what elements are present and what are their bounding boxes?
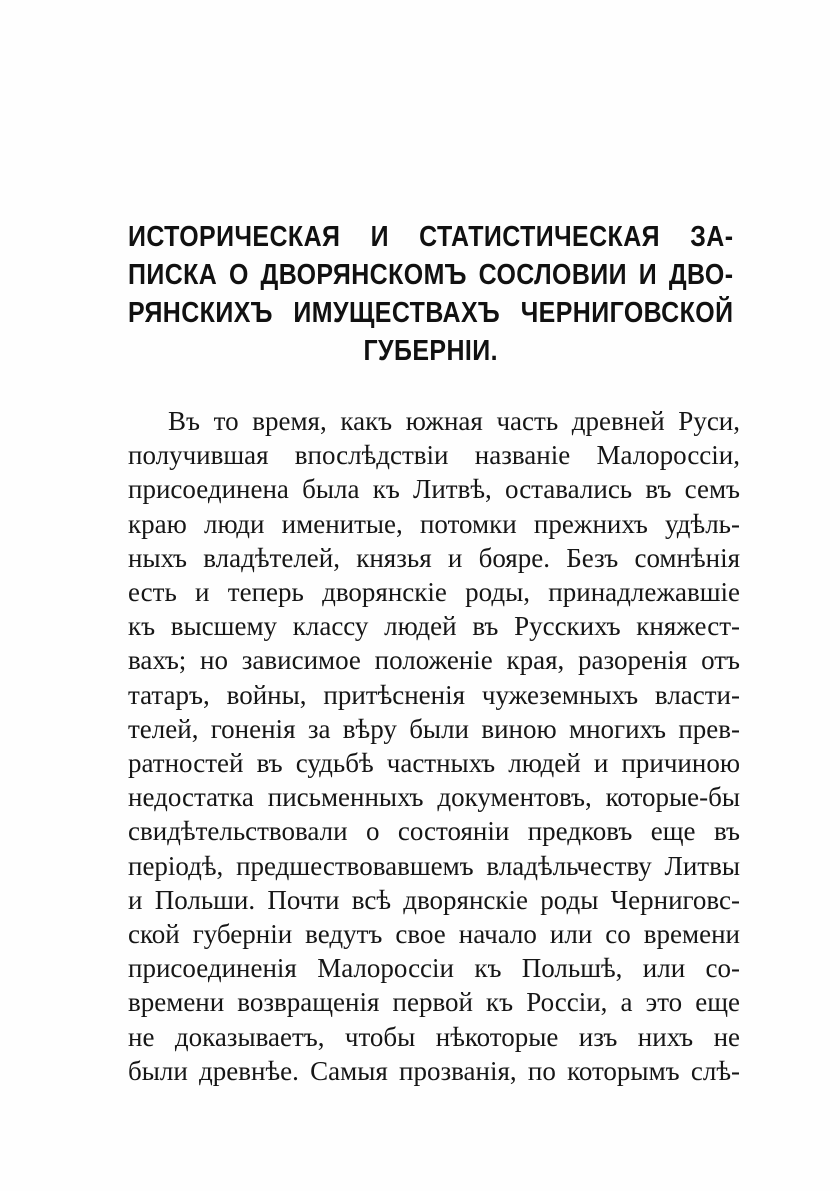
body-line: татаръ, войны, притѣсненія чужеземныхъ власти- xyxy=(128,679,740,710)
body-text xyxy=(128,404,740,1088)
body-line: свидѣтельствовали о состояніи предковъ еще въ xyxy=(128,816,740,847)
body-line: періодѣ, предшествовавшемъ владѣльчеству Литвы xyxy=(128,850,740,881)
body-line: ратностей въ судьбѣ частныхъ людей и причиною xyxy=(128,748,740,779)
body-line: ской губерніи ведутъ свое начало или со времени xyxy=(128,919,740,950)
body-line: телей, гоненія за вѣру были виною многихъ прев- xyxy=(128,713,740,744)
body-line: времени возвращенія первой къ Россіи, а это еще xyxy=(128,987,740,1018)
document-title xyxy=(128,218,734,370)
body-line: ныхъ владѣтелей, князья и бояре. Безъ сомнѣнія xyxy=(128,542,740,573)
body-line: краю люди именитые, потомки прежнихъ удѣль- xyxy=(128,508,740,539)
body-line: не доказываетъ, чтобы нѣкоторые изъ нихъ не xyxy=(128,1021,740,1052)
body-line: присоединенія Малороссіи къ Польшѣ, или со- xyxy=(128,953,740,984)
title-line-3: РЯНСКИХЪ ИМУЩЕСТВАХЪ ЧЕРНИГОВСКОЙ xyxy=(128,297,734,329)
body-line: есть и теперь дворянскіе роды, принадлежавшіе xyxy=(128,577,740,608)
body-line: присоединена была къ Литвѣ, оставались въ семъ xyxy=(128,474,740,505)
body-line: къ высшему классу людей въ Русскихъ княжест- xyxy=(128,611,740,642)
title-line-1: ИСТОРИЧЕСКАЯ И СТАТИСТИЧЕСКАЯ ЗА- xyxy=(128,221,734,253)
body-line: вахъ; но зависимое положеніе края, разоренія отъ xyxy=(128,645,740,676)
title-line-4: ГУБЕРНІИ. xyxy=(363,335,498,367)
body-line: и Польши. Почти всѣ дворянскіе роды Черниговс- xyxy=(128,884,740,915)
body-line: были древнѣе. Самыя прозванія, по которымъ слѣ- xyxy=(128,1055,740,1086)
body-line: Въ то время, какъ южная часть древней Руси, xyxy=(168,406,740,436)
body-line: получившая впослѣдствіи названіе Малороссіи, xyxy=(128,440,740,471)
title-line-2: ПИСКА О ДВОРЯНСКОМЪ СОСЛОВИИ И ДВО- xyxy=(128,259,734,291)
body-line: недостатка письменныхъ документовъ, которые-бы xyxy=(128,782,740,813)
